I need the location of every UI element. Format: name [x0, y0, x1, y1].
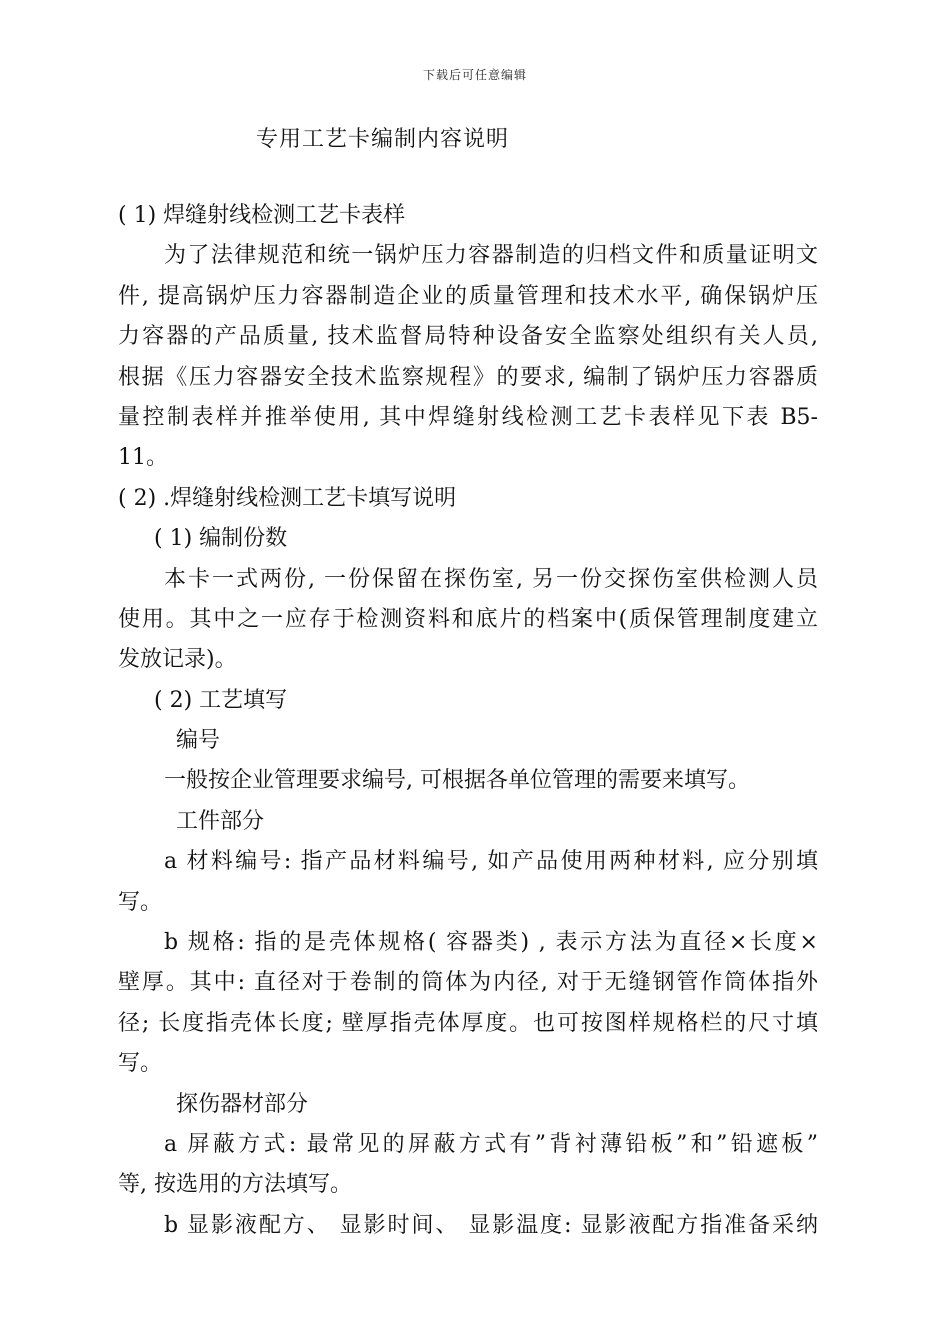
paragraph-line: 量控制表样并推举使用, 其中焊缝射线检测工艺卡表样见下表 B5- [118, 404, 818, 430]
paragraph-line: 为了法律规范和统一锅炉压力容器制造的归档文件和质量证明文 [164, 243, 818, 269]
paragraph-line: 壁厚。其中: 直径对于卷制的筒体为内径, 对于无缝钢管作筒体指外 [118, 970, 818, 996]
paragraph-line: a 材料编号: 指产品材料编号, 如产品使用两种材料, 应分别填 [164, 849, 818, 875]
paragraph-line: 一般按企业管理要求编号, 可根据各单位管理的需要来填写。 [164, 768, 750, 794]
paragraph-line: 件, 提高锅炉压力容器制造企业的质量管理和技术水平, 确保锅炉压 [118, 283, 818, 309]
paragraph-line: 写。 [118, 889, 163, 915]
paragraph-line: 根据《压力容器安全技术监察规程》的要求, 编制了锅炉压力容器质 [118, 364, 818, 390]
paragraph-line: b 显影液配方、 显影时间、 显影温度: 显影液配方指准备采纳 [164, 1212, 818, 1238]
document-title: 专用工艺卡编制内容说明 [256, 127, 510, 152]
paragraph-line: 等, 按选用的方法填写。 [118, 1172, 352, 1198]
header-note: 下载后可任意编辑 [422, 68, 527, 82]
paragraph-line: 写。 [118, 1051, 163, 1077]
paragraph-line: 径; 长度指壳体长度; 壁厚指壳体厚度。也可按图样规格栏的尺寸填 [118, 1010, 818, 1036]
item-heading: 工件部分 [176, 808, 265, 834]
paragraph-line: 本卡一式两份, 一份保留在探伤室, 另一份交探伤室供检测人员 [164, 566, 818, 592]
item-heading: 编号 [176, 728, 221, 754]
section-heading-2: ( 2) .焊缝射线检测工艺卡填写说明 [118, 485, 457, 511]
paragraph-line: 11。 [118, 445, 168, 471]
subsection-heading: ( 2) 工艺填写 [154, 687, 288, 713]
section-heading-1: ( 1) 焊缝射线检测工艺卡表样 [118, 203, 406, 228]
document-body [118, 196, 818, 1246]
paragraph-line: b 规格: 指的是壳体规格( 容器类) , 表示方法为直径×长度× [164, 930, 818, 956]
subsection-heading: ( 1) 编制份数 [154, 526, 288, 552]
item-heading: 探伤器材部分 [176, 1091, 309, 1117]
paragraph-line: 力容器的产品质量, 技术监督局特种设备安全监察处组织有关人员, [118, 324, 818, 350]
paragraph-line: 使用。其中之一应存于检测资料和底片的档案中(质保管理制度建立 [118, 606, 818, 632]
paragraph-line: 发放记录)。 [118, 647, 237, 673]
paragraph-line: a 屏蔽方式: 最常见的屏蔽方式有”背衬薄铅板”和”铅遮板” [164, 1131, 818, 1157]
